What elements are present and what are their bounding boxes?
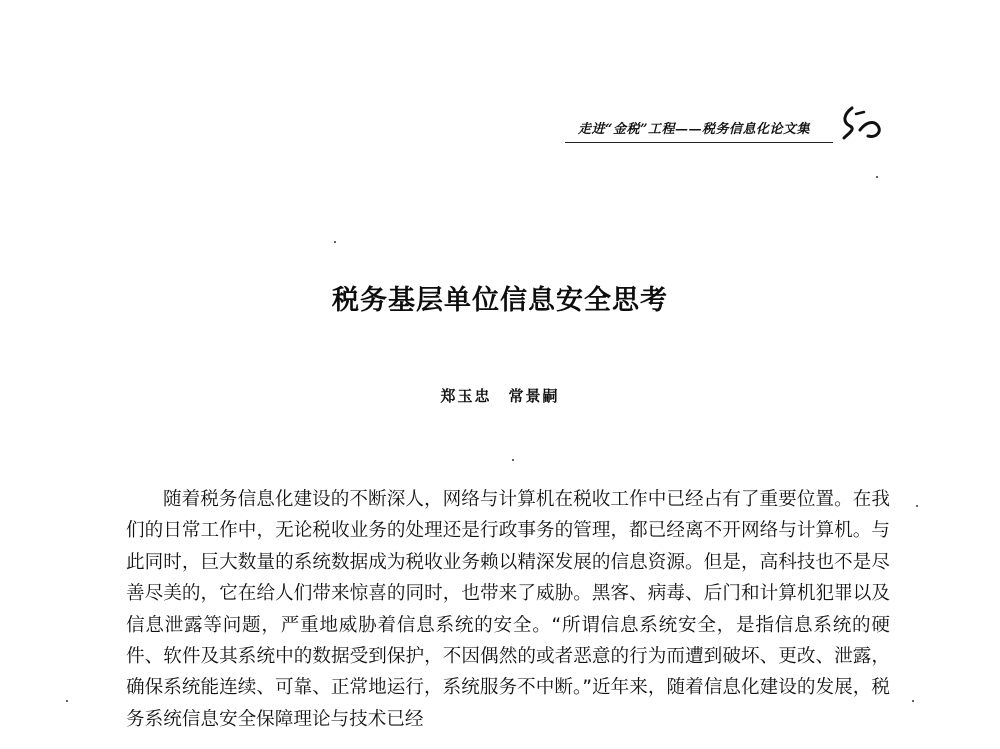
body-paragraph: 随着税务信息化建设的不断深人，网络与计算机在税收工作中已经占有了重要位置。在我们的日常工作中，无论税收业务的处理还是行政事务的管理，都已经离不开网络与计算机。与此同时，巨大数量的系统数据成为税收业务赖以精深发展的信息资源。但是，高科技也不是尽善尽美的，它在给人们带来惊喜的同时，也带来了威胁。黑客、病毒、后门和计算机犯罪以及信息泄露等问题，严重地威胁着信息系统的安全。“所谓信息系统安全，是指信息系统的硬件、软件及其系统中的数据受到保护，不因偶然的或者恶意的行为而遭到破坏、更改、泄露，确保系统能连续、可靠、正常地运行，系统服务不中断。”近年来，随着信息化建设的发展，税务系统信息安全保障理论与技术已经 — [126, 489, 890, 730]
scan-speck — [876, 176, 878, 178]
article-title: 税务基层单位信息安全思考 — [332, 285, 668, 316]
header-ornament-icon — [838, 100, 888, 152]
running-head: 走进“金税”工程——税务信息化论文集 — [578, 122, 810, 137]
scan-speck — [512, 459, 514, 461]
article-authors: 郑玉忠 常景嗣 — [440, 387, 560, 405]
scan-speck — [334, 241, 336, 243]
header-rule — [565, 142, 833, 143]
scan-speck — [912, 700, 914, 702]
scan-speck — [66, 700, 68, 702]
scan-speck — [916, 505, 918, 507]
